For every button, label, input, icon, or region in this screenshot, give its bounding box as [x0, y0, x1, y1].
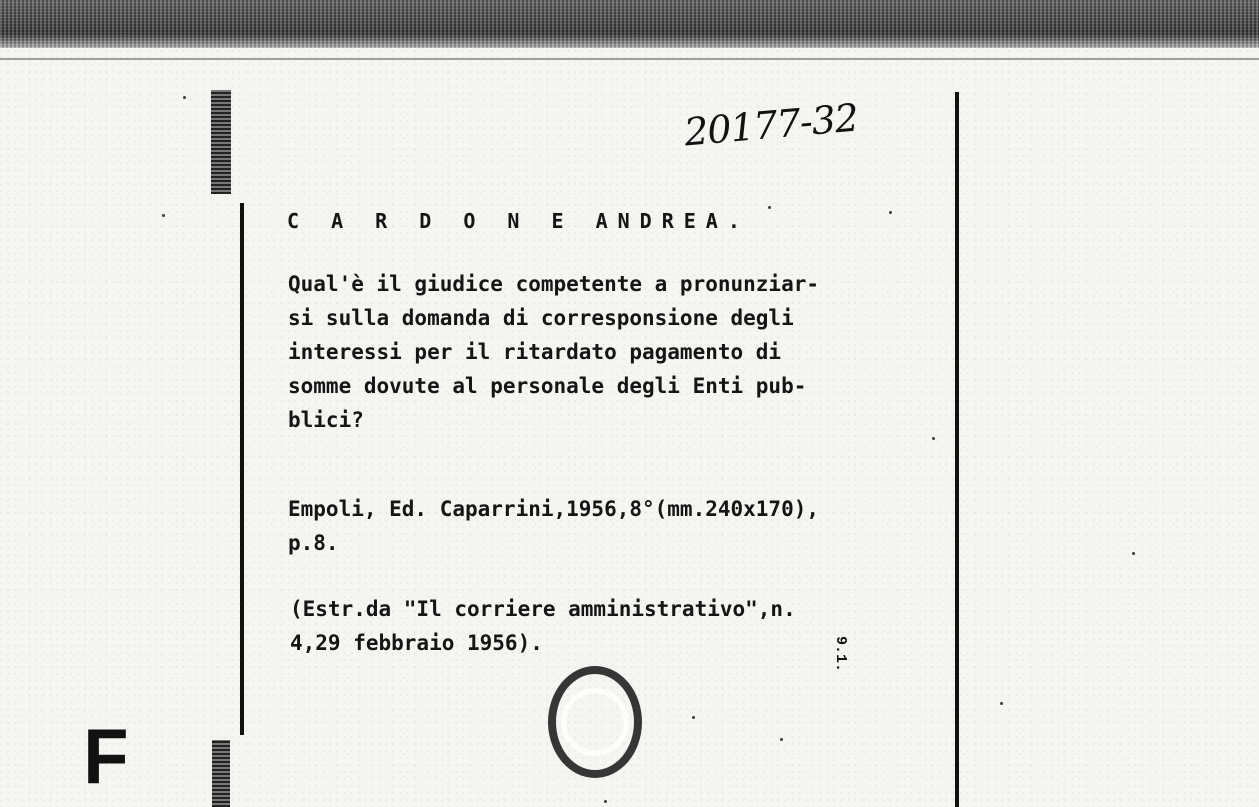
scan-speck [932, 437, 935, 440]
title-line: somme dovute al personale degli Enti pub- [288, 374, 807, 398]
author-name: C A R D O N E ANDREA. [287, 209, 750, 233]
circular-stamp-mark [548, 666, 642, 778]
card-edge-tab-top [211, 90, 231, 194]
scan-speck [604, 800, 607, 803]
margin-letter-mark: F [83, 712, 129, 800]
handwritten-index-number: 20177-32 [682, 95, 860, 155]
top-scan-line [0, 58, 1259, 60]
scan-speck [889, 211, 892, 214]
scan-speck [692, 716, 695, 719]
scan-speck [162, 214, 165, 217]
scan-speck [768, 206, 771, 209]
imprint-line: Empoli, Ed. Caparrini,1956,8°(mm.240x170), [288, 497, 820, 521]
title-line: Qual'è il giudice competente a pronunziar- [288, 272, 820, 296]
source-line: (Estr.da "Il corriere amministrativo",n. [290, 597, 796, 621]
card-edge-tab-bottom [212, 740, 230, 807]
catalog-card-right-border [955, 92, 959, 807]
scan-speck [780, 738, 783, 741]
dark-scan-border [0, 0, 1259, 48]
source-note [290, 592, 796, 660]
publication-title [288, 267, 819, 437]
scan-speck [1132, 552, 1135, 555]
vertical-side-mark: 9.1. [832, 636, 849, 673]
title-line: blici? [288, 408, 364, 432]
title-line: interessi per il ritardato pagamento di [288, 340, 782, 364]
scan-speck [183, 96, 186, 99]
scan-speck [1000, 702, 1003, 705]
catalog-card-left-border [240, 203, 244, 735]
publication-imprint [288, 492, 819, 560]
source-line: 4,29 febbraio 1956). [290, 631, 543, 655]
title-line: si sulla domanda di corresponsione degli [288, 306, 794, 330]
imprint-line: p.8. [288, 531, 339, 555]
